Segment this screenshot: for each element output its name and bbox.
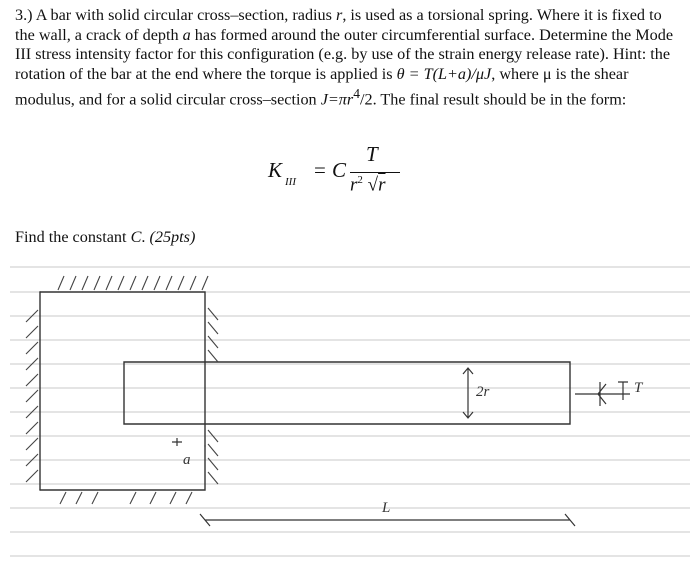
j-exponent: 4 (353, 86, 360, 102)
diameter-arrow (463, 368, 473, 418)
hatch-marks (26, 276, 218, 504)
statement-text: A bar with solid circular cross–section, radius (35, 6, 332, 24)
formula-numerator: T (366, 142, 378, 166)
var-r: r (336, 6, 343, 24)
ruled-lines (10, 267, 690, 556)
den-base: r (350, 174, 358, 196)
target-formula (268, 140, 418, 200)
task-constant: C (130, 228, 142, 246)
problem-statement (15, 6, 685, 110)
den-exponent: 2 (357, 174, 363, 186)
statement-text: , where μ is the shear modulus, and for a solid circular cross–section (15, 64, 629, 109)
label-a: a (183, 452, 191, 468)
j-expression: J=πr (320, 90, 354, 109)
formula-k-subscript: III (285, 176, 296, 188)
statement-text: , is used as a torsional spring. Where it is fixed to the wall, a crack of depth (15, 6, 662, 44)
bar-outline (124, 362, 570, 424)
crack-depth-marker (172, 438, 182, 446)
label-l: L (382, 500, 391, 516)
var-a: a (182, 25, 191, 44)
task-points: (25pts) (149, 228, 196, 246)
hand-sketch (0, 250, 700, 576)
fraction-bar (350, 172, 400, 173)
statement-text: has formed around the outer circumferential surface. Determine the Mode III stress intensity factor for this configuration (e.g. by use of the strain energy release rate). Hint: the rotation of the bar at the end where the torque is applied is (15, 25, 674, 83)
task-text: . (141, 228, 150, 246)
task-line (15, 228, 195, 247)
formula-constant: C (332, 158, 347, 182)
task-text: Find the constant (15, 228, 131, 246)
formula-k: K (268, 158, 283, 182)
formula-denominator (350, 174, 386, 196)
problem-number: 3.) (15, 6, 33, 24)
torque-icon (575, 382, 630, 406)
sqrt-argument: r (378, 174, 386, 196)
formula-equals: = (314, 158, 326, 182)
j-expression-tail: /2 (359, 90, 373, 109)
wall-bottom-edge (40, 446, 205, 490)
annotation-marks (172, 368, 630, 526)
label-2r: 2r (476, 384, 490, 400)
theta-expression: θ = T(L+a)/μJ (396, 64, 492, 83)
label-t: T (634, 380, 643, 396)
wall-top-edge (40, 292, 205, 362)
statement-text: . The final result should be in the form: (372, 90, 627, 109)
sqrt-icon: √ (367, 174, 379, 196)
